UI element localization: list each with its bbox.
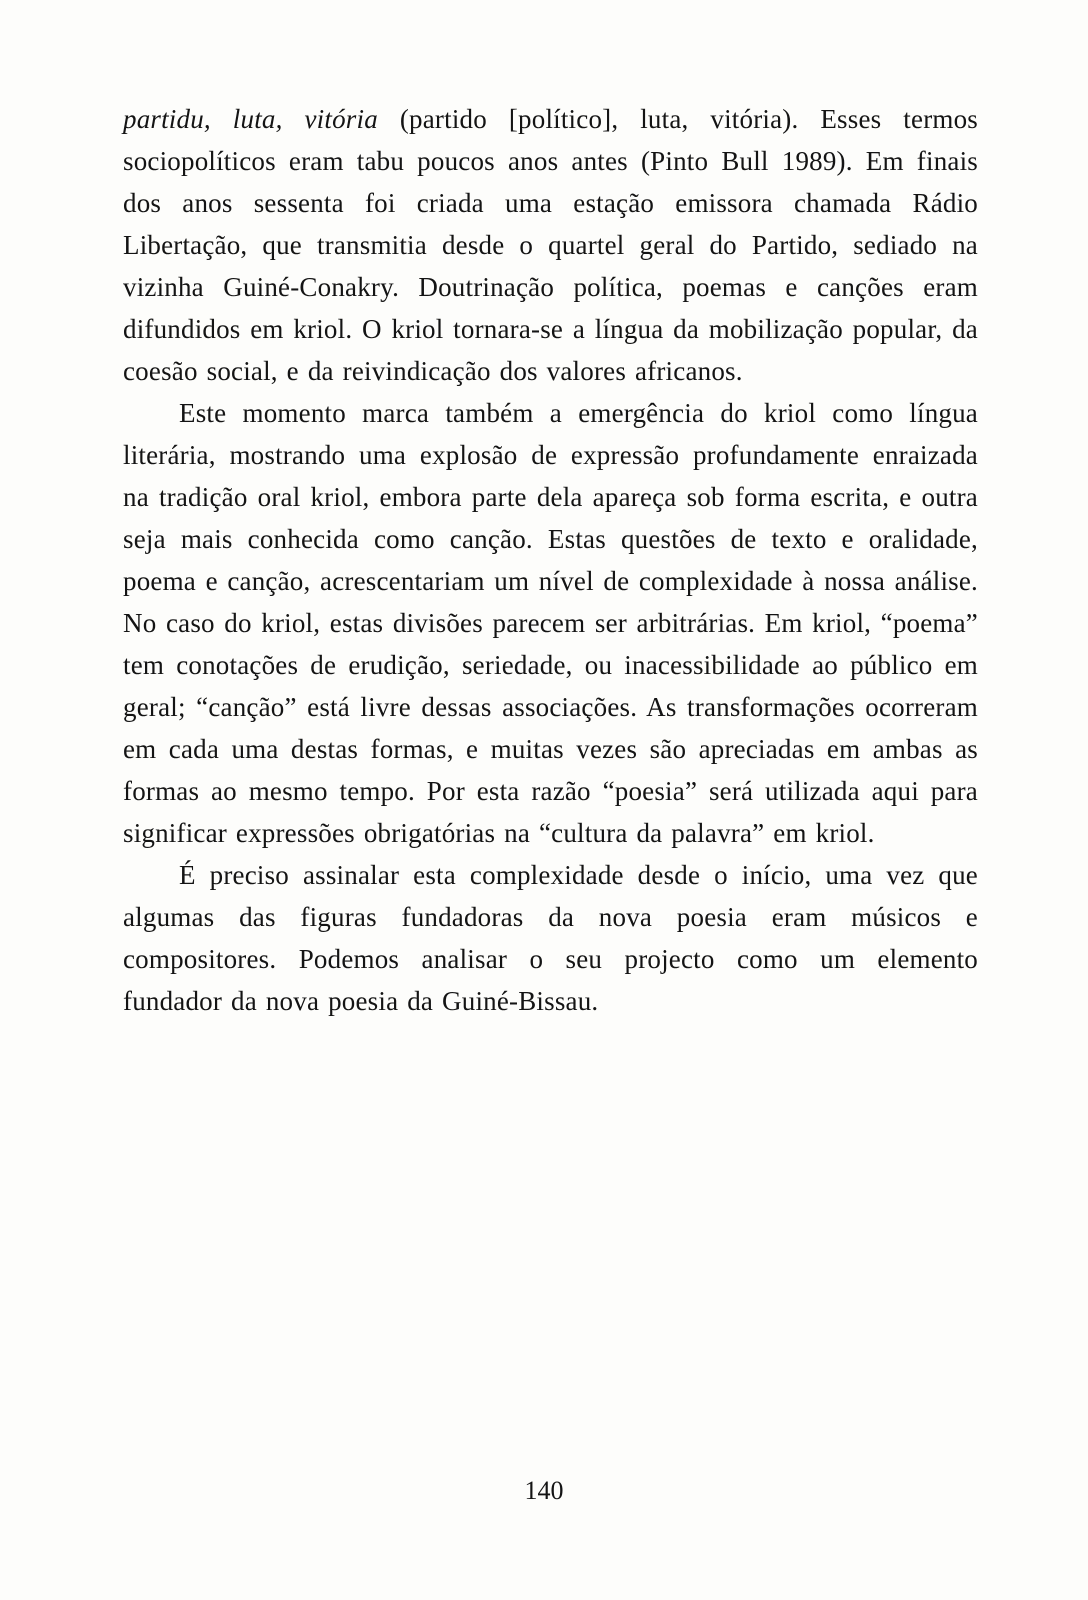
paragraph-3: É preciso assinalar esta complexidade desde o início, uma vez que algumas das figuras fundadoras da nova poesia eram músicos e compositores. Podemos analisar o seu projecto como um elemento fundador da nova poesia da Guiné-Bissau. bbox=[123, 860, 978, 1016]
page-text bbox=[123, 98, 978, 1022]
page-number: 140 bbox=[524, 1476, 564, 1505]
paragraph-1 bbox=[123, 98, 978, 392]
paragraph-2: Este momento marca também a emergência do kriol como língua literária, mostrando uma explosão de expressão profundamente enraizada na tradição oral kriol, embora parte dela apareça sob forma escrita, e outra seja mais conhecida como canção. Estas questões de texto e oralidade, poema e canção, acrescentariam um nível de complexidade à nossa análise. No caso do kriol, estas divisões parecem ser arbitrárias. Em kriol, “poema” tem conotações de erudição, seriedade, ou inacessibilidade ao público em geral; “canção” está livre dessas associações. As transformações ocorreram em cada uma destas formas, e muitas vezes são apreciadas em ambas as formas ao mesmo tempo. Por esta razão “poesia” será utilizada aqui para significar expressões obrigatórias na “cultura da palavra” em kriol. bbox=[123, 398, 978, 848]
paragraph-1-text: (partido [político], luta, vitória). Esses termos sociopolíticos eram tabu poucos anos antes (Pinto Bull 1989). Em finais dos anos sessenta foi criada uma estação emissora chamada Rádio Libertação, que transmitia desde o quartel geral do Partido, sediado na vizinha Guiné-Conakry. Doutrinação política, poemas e canções eram difundidos em kriol. O kriol tornara-se a língua da mobilização popular, da coesão social, e da reivindicação dos valores africanos. bbox=[123, 104, 978, 386]
italic-phrase: partidu, luta, vitória bbox=[123, 104, 378, 134]
